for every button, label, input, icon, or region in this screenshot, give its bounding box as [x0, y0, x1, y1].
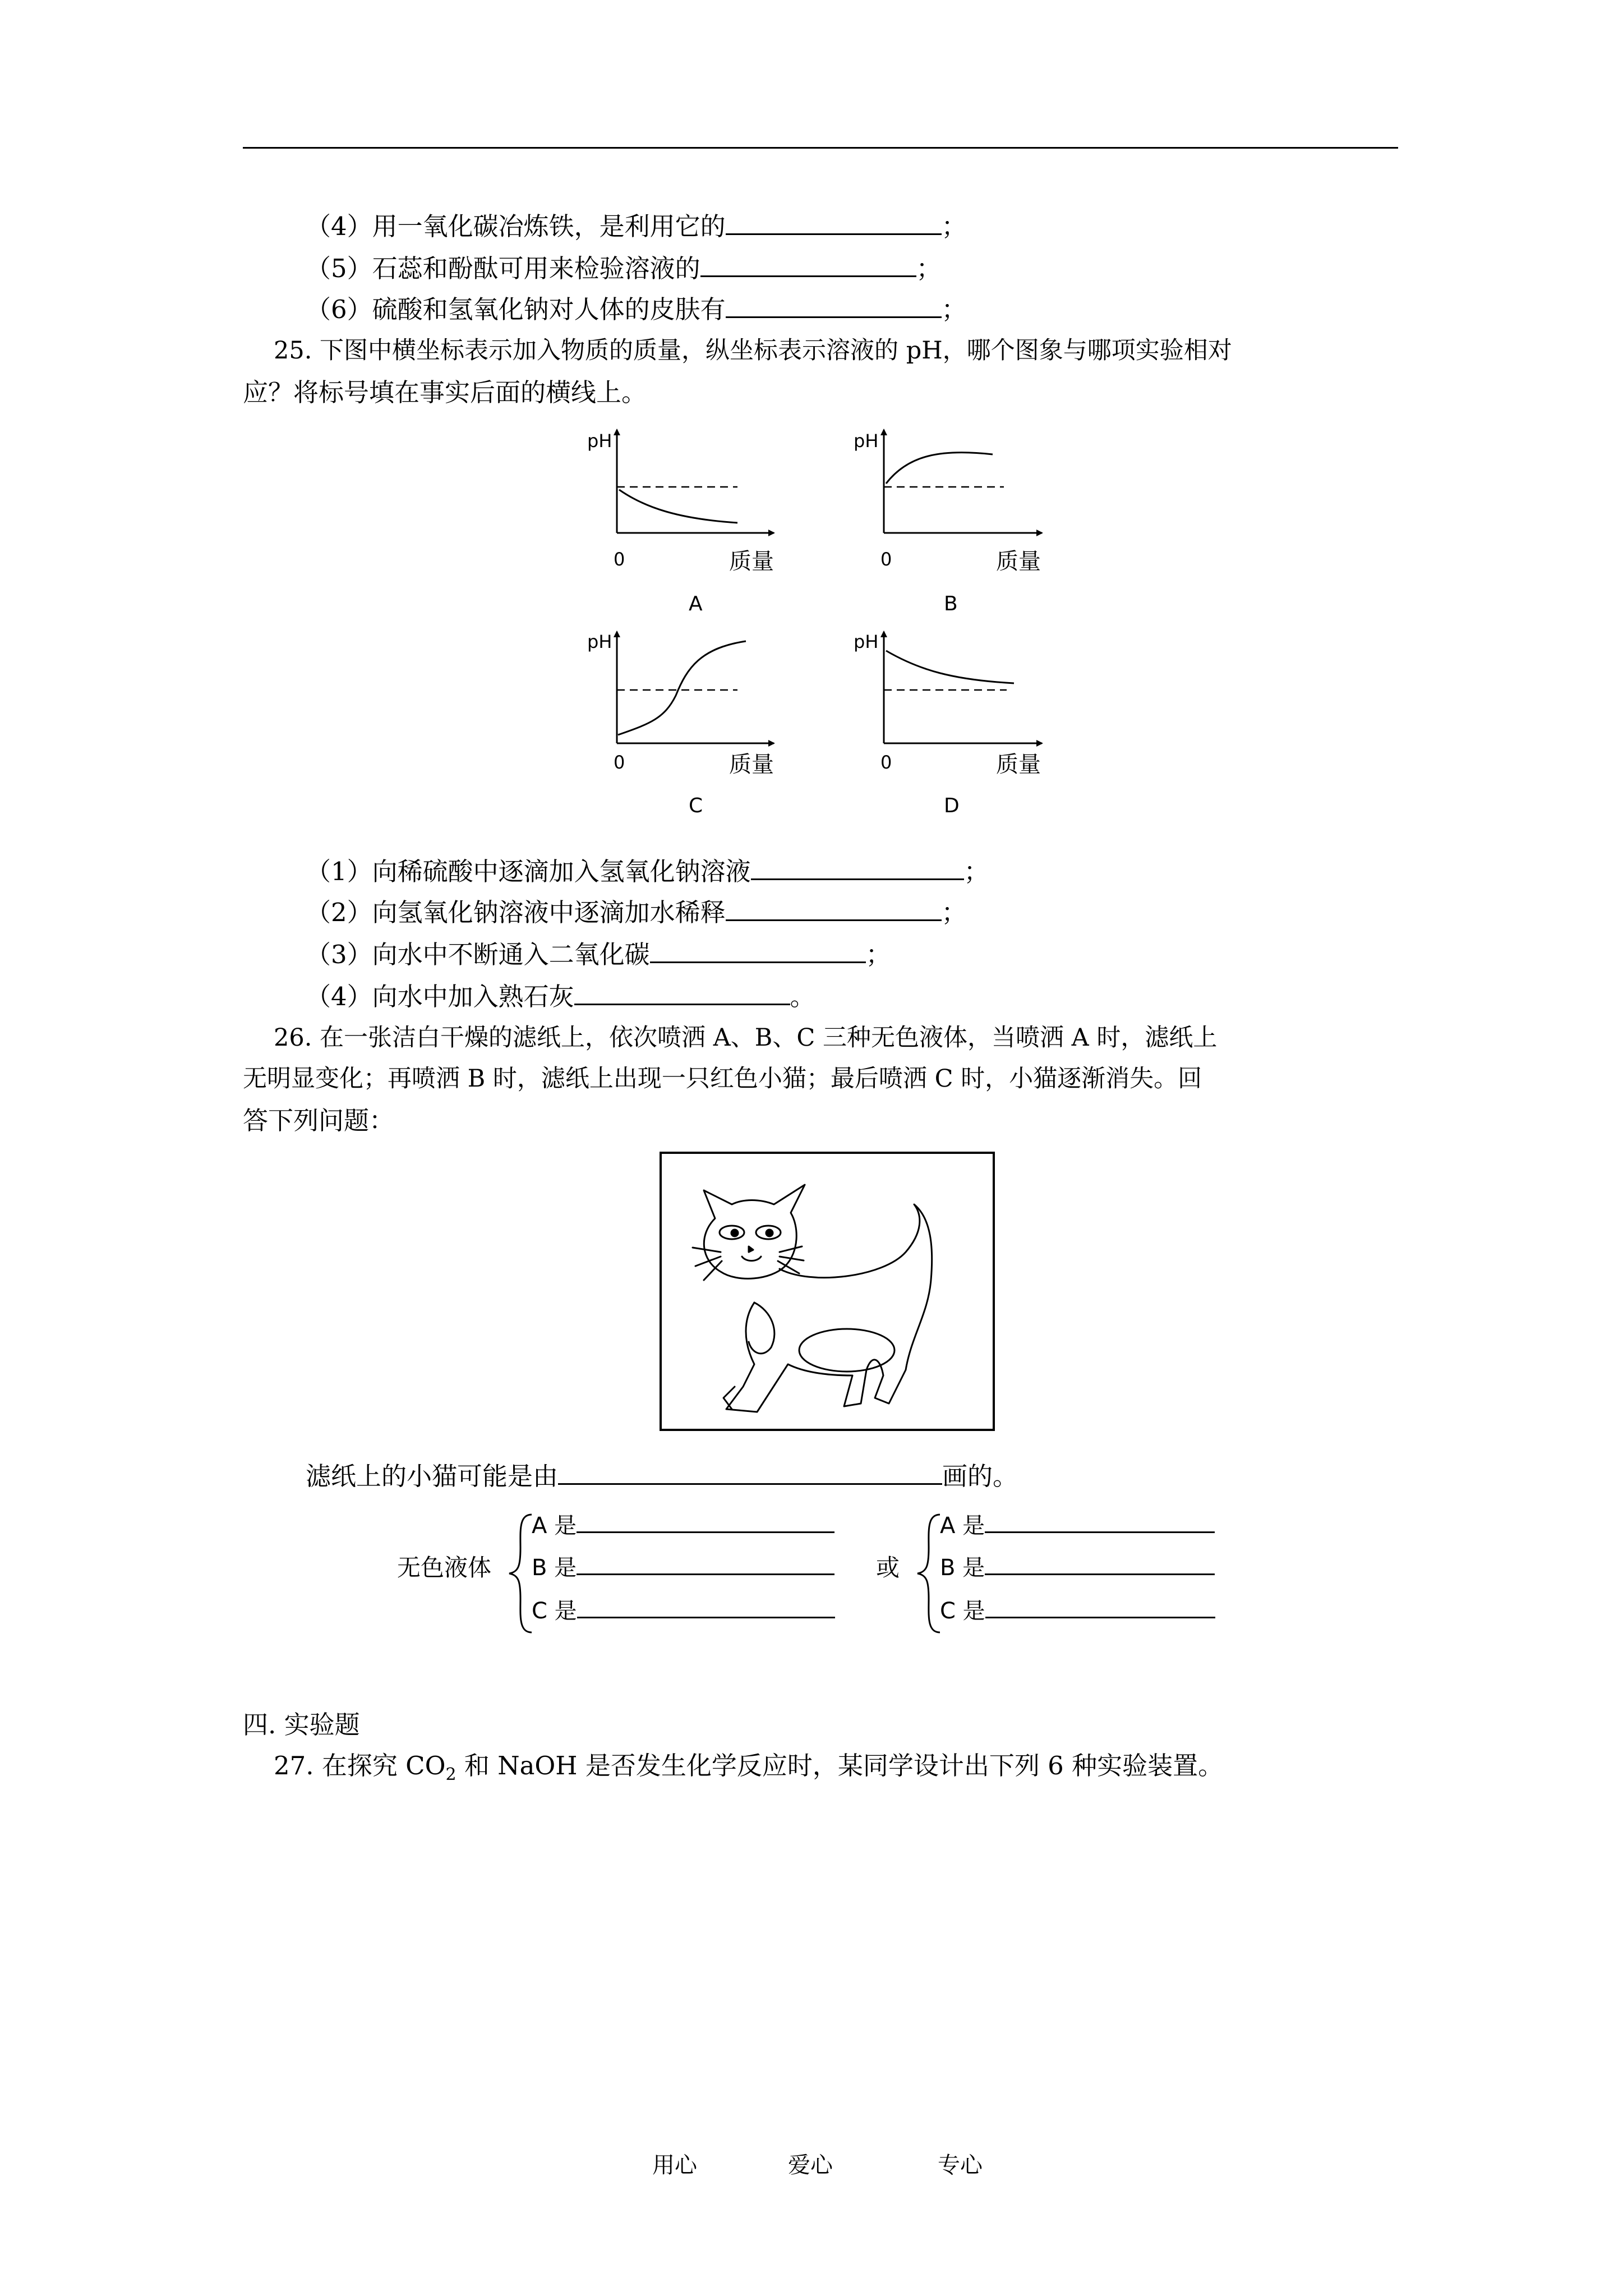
q27-prefix: 27. 在探究 CO	[274, 1751, 446, 1780]
q25-item-1-text: （1）向稀硫酸中逐滴加入氢氧化钠溶液	[306, 857, 751, 886]
q26-cat-suffix: 画的。	[942, 1461, 1018, 1491]
chart-b-letter: B	[944, 592, 958, 615]
cat-drawing	[659, 1151, 995, 1432]
q27-subscript: 2	[445, 1765, 457, 1784]
right-a-row	[940, 1509, 1215, 1542]
q25-charts	[0, 0, 1623, 841]
q24-line-6-text: （6）硫酸和氢氧化钠对人体的皮肤有	[306, 295, 726, 324]
chart-b-origin: 0	[880, 549, 892, 570]
q25-item-2-text: （2）向氢氧化钠溶液中逐滴加水稀释	[306, 898, 726, 927]
footer-word-1: 用心	[652, 2152, 697, 2178]
cat-mouth	[742, 1257, 761, 1261]
chart-d-ylabel: pH	[854, 631, 879, 652]
q24-line-5-text: （5）石蕊和酚酞可用来检验溶液的	[306, 254, 700, 283]
liquid-label: 无色液体	[397, 1554, 492, 1581]
q24-line-4-text: （4）用一氧化碳冶炼铁，是利用它的	[306, 211, 726, 241]
q26-cat-prefix: 滤纸上的小猫可能是由	[306, 1461, 559, 1491]
left-a-row	[532, 1509, 834, 1542]
chart-d	[854, 631, 1042, 817]
right-a-label: A 是	[940, 1513, 985, 1539]
q25-item-1	[306, 854, 989, 889]
chart-c	[587, 631, 774, 817]
q26-stem-line-1: 26. 在一张洁白干燥的滤纸上，依次喷洒 A、B、C 三种无色液体，当喷洒 A 时，滤纸上	[274, 1024, 1218, 1052]
q25-item-4	[306, 979, 815, 1014]
cat-belly	[799, 1329, 895, 1372]
left-b-blank[interactable]	[577, 1551, 834, 1575]
q25-item-2-end: ；	[941, 898, 967, 927]
chart-c-xlabel: 质量	[729, 752, 774, 777]
left-b-row	[532, 1551, 834, 1584]
chart-c-origin: 0	[614, 752, 625, 773]
q24-line-6-end: ；	[941, 295, 967, 324]
q26-cat-blank[interactable]	[558, 1458, 942, 1485]
cat-nose	[749, 1246, 753, 1252]
chart-c-curve	[618, 641, 746, 735]
right-a-blank[interactable]	[985, 1509, 1215, 1533]
q24-line-5-end: ；	[916, 254, 942, 283]
left-a-label: A 是	[532, 1513, 577, 1539]
right-b-row	[940, 1551, 1215, 1584]
chart-c-letter: C	[689, 794, 703, 817]
left-b-label: B 是	[532, 1555, 577, 1581]
q25-item-3-text: （3）向水中不断通入二氧化碳	[306, 940, 650, 969]
cat-leg-detail	[749, 1303, 774, 1354]
chart-d-origin: 0	[880, 752, 892, 773]
q25-blank-2[interactable]	[726, 895, 942, 921]
chart-b-ylabel: pH	[854, 430, 879, 452]
q25-item-4-text: （4）向水中加入熟石灰	[306, 982, 574, 1011]
q26-cat-question	[306, 1458, 1018, 1493]
q26-stem-line-2: 无明显变化；再喷洒 B 时，滤纸上出现一只红色小猫；最后喷洒 C 时，小猫逐渐消失。回	[243, 1065, 1202, 1093]
footer-word-3: 专心	[938, 2152, 983, 2178]
q25-item-1-end: ；	[963, 857, 989, 886]
chart-a-xlabel: 质量	[729, 549, 774, 574]
right-c-blank[interactable]	[985, 1594, 1215, 1618]
q25-blank-3[interactable]	[650, 937, 866, 963]
right-c-row	[940, 1594, 1215, 1627]
right-b-blank[interactable]	[985, 1551, 1215, 1575]
or-label: 或	[876, 1554, 900, 1581]
q27-stem	[274, 1749, 1223, 1792]
chart-b-curve	[886, 453, 993, 484]
left-c-blank[interactable]	[577, 1594, 835, 1618]
chart-b-xlabel: 质量	[996, 549, 1041, 574]
chart-a-letter: A	[689, 592, 703, 615]
q25-item-2	[306, 895, 967, 930]
q25-blank-1[interactable]	[751, 854, 964, 880]
q25-stem-line-2: 应？将标号填在事实后面的横线上。	[243, 378, 647, 407]
chart-d-letter: D	[944, 794, 960, 817]
chart-a-ylabel: pH	[587, 430, 612, 452]
q26-stem-line-3: 答下列问题：	[243, 1106, 395, 1135]
q25-item-4-end: 。	[790, 982, 815, 1011]
q27-suffix: 和 NaOH 是否发生化学反应时，某同学设计出下列 6 种实验装置。	[456, 1751, 1224, 1780]
q24-line-4-end: ；	[941, 211, 967, 241]
chart-d-xlabel: 质量	[996, 752, 1041, 777]
right-c-label: C 是	[940, 1598, 985, 1624]
q25-item-3-end: ；	[865, 940, 891, 969]
chart-c-ylabel: pH	[587, 631, 612, 652]
q25-item-3	[306, 937, 891, 972]
footer-word-2: 爱心	[788, 2152, 833, 2178]
chart-a-curve	[619, 490, 737, 523]
section-4-title: 四. 实验题	[243, 1710, 360, 1740]
q25-stem-line-1: 25. 下图中横坐标表示加入物质的质量，纵坐标表示溶液的 pH，哪个图象与哪项实验相对	[274, 337, 1232, 365]
chart-b	[854, 430, 1042, 615]
left-c-label: C 是	[532, 1598, 577, 1624]
q25-blank-4[interactable]	[574, 979, 790, 1005]
left-c-row	[532, 1594, 835, 1627]
left-a-blank[interactable]	[577, 1509, 834, 1533]
right-b-label: B 是	[940, 1555, 985, 1581]
chart-a	[587, 430, 774, 615]
chart-a-origin: 0	[614, 549, 625, 570]
chart-d-curve	[886, 651, 1014, 683]
